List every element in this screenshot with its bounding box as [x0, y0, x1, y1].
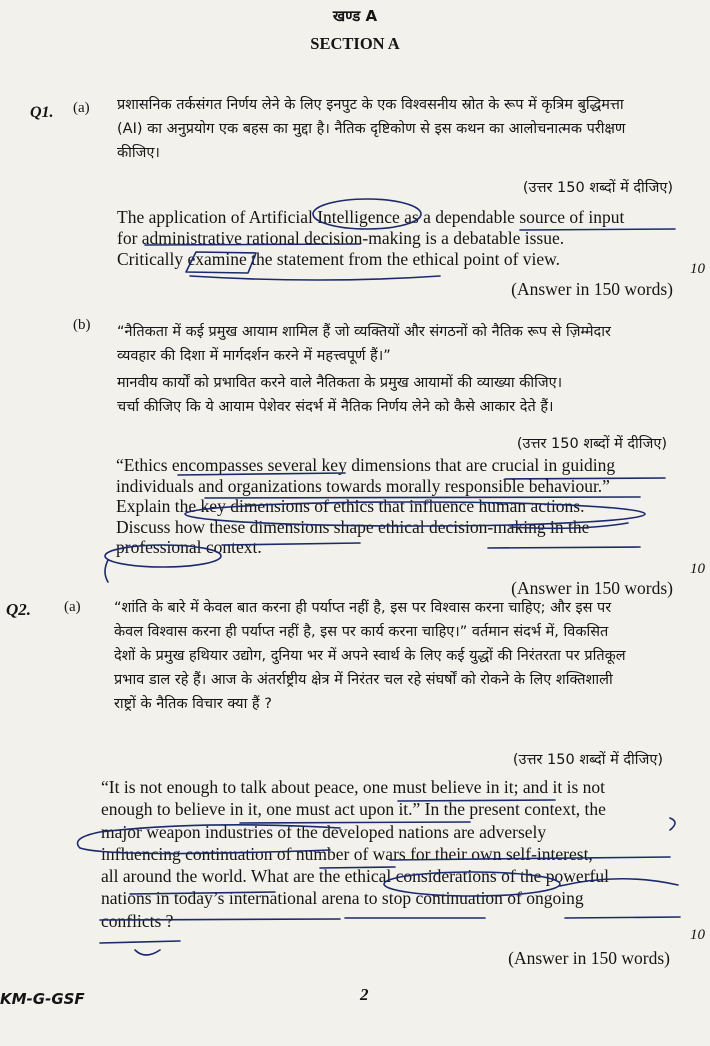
section-title-english: SECTION A [310, 34, 400, 53]
question-hindi-text-q2a: “शांति के बारे में केवल बात करना ही पर्याप्त नहीं है, इस पर विश्वास करना चाहिए; और इस पर केवल विश्वास करना ही पर्याप्त नहीं है, इस पर कार्य करना चाहिए।” वर्तमान संदर्भ में, विकसित देशों के प्रमुख हथियार उद्योग, दुनिया भर में अपने स्वार्थ के लिए कई युद्धों की निरंतरता पर प्रतिकूल प्रभाव डाल रहे हैं। आज के अंतर्राष्ट्रीय क्षेत्र में निरंतर चल रहे संघर्षों को रोकने के लिए शक्तिशाली राष्ट्रों के नैतिक विचार क्या हैं ? [114, 600, 626, 712]
question-number-q2: Q2. [6, 600, 32, 619]
marks-q1b: 10 [690, 561, 705, 577]
question-english-text-q1a: The application of Artificial Intelligence as a dependable source of input for administrative rational decision-making is a debatable issue. Critically examine the statement from the ethical point of view. [117, 207, 625, 269]
question-english-text-q2a: “It is not enough to talk about peace, one must believe in it; and it is not enough to believe in it, one must act upon it.” In the present context, the major weapon industries of the developed nations are adversely influencing continuation of number of wars for their own self-interest, all around the world. What are the ethical considerations of the powerful nations in today’s international arena to stop continuation of ongoing conflicts ? [101, 777, 609, 931]
marks-q2a: 10 [690, 927, 705, 943]
ink-underline-conflicts [100, 941, 180, 943]
word-limit-english-q2a: (Answer in 150 words) [508, 948, 670, 968]
word-limit-hindi-q2a: (उत्तर 150 शब्दों में दीजिए) [512, 752, 663, 768]
word-limit-hindi-q1a: (उत्तर 150 शब्दों में दीजिए) [522, 180, 673, 196]
question-part-q1a: (a) [73, 100, 90, 116]
marks-q1a: 10 [690, 261, 705, 277]
word-limit-english-q1a: (Answer in 150 words) [511, 279, 673, 299]
question-hindi-text-q1b: “नैतिकता में कई प्रमुख आयाम शामिल हैं जो व्यक्तियों और संगठनों को नैतिक रूप से ज़िम्मेदार व्यवहार की दिशा में मार्गदर्शन करने में महत्त्वपूर्ण हैं।” मानवीय कार्यों को प्रभावित करने वाले नैतिकता के प्रमुख आयामों की व्याख्या कीजिए। चर्चा कीजिए कि ये आयाम पेशेवर संदर्भ में नैतिक निर्णय लेने को कैसे आकार देते हैं। [117, 324, 611, 415]
question-number-q1: Q1. [30, 104, 54, 121]
question-hindi-text-q1a: प्रशासनिक तर्कसंगत निर्णय लेने के लिए इनपुट के एक विश्वसनीय स्रोत के रूप में कृत्रिम बुद्धिमत्ता (AI) का अनुप्रयोग एक बहस का मुद्दा है। नैतिक दृष्टिकोण से इस कथन का आलोचनात्मक परीक्षण कीजिए। [117, 97, 626, 161]
ink-curve-left-professional [105, 560, 108, 582]
question-part-q1b: (b) [73, 317, 91, 333]
word-limit-english-q1b: (Answer in 150 words) [511, 578, 673, 598]
ink-flourish-conflicts [135, 950, 160, 955]
section-title-hindi: खण्ड A [332, 7, 378, 25]
question-part-q2a: (a) [64, 599, 81, 615]
question-english-text-q1b: “Ethics encompasses several key dimensions that are crucial in guiding individuals and organizations towards morally responsible behaviour.” Explain the key dimensions of ethics that influence human actions. Discuss how these dimensions shape ethical decision-making in the professional context. [116, 455, 616, 557]
word-limit-hindi-q1b: (उत्तर 150 शब्दों में दीजिए) [516, 436, 667, 452]
page-number: 2 [360, 985, 369, 1004]
paper-code: KM-G-GSF [0, 990, 85, 1008]
